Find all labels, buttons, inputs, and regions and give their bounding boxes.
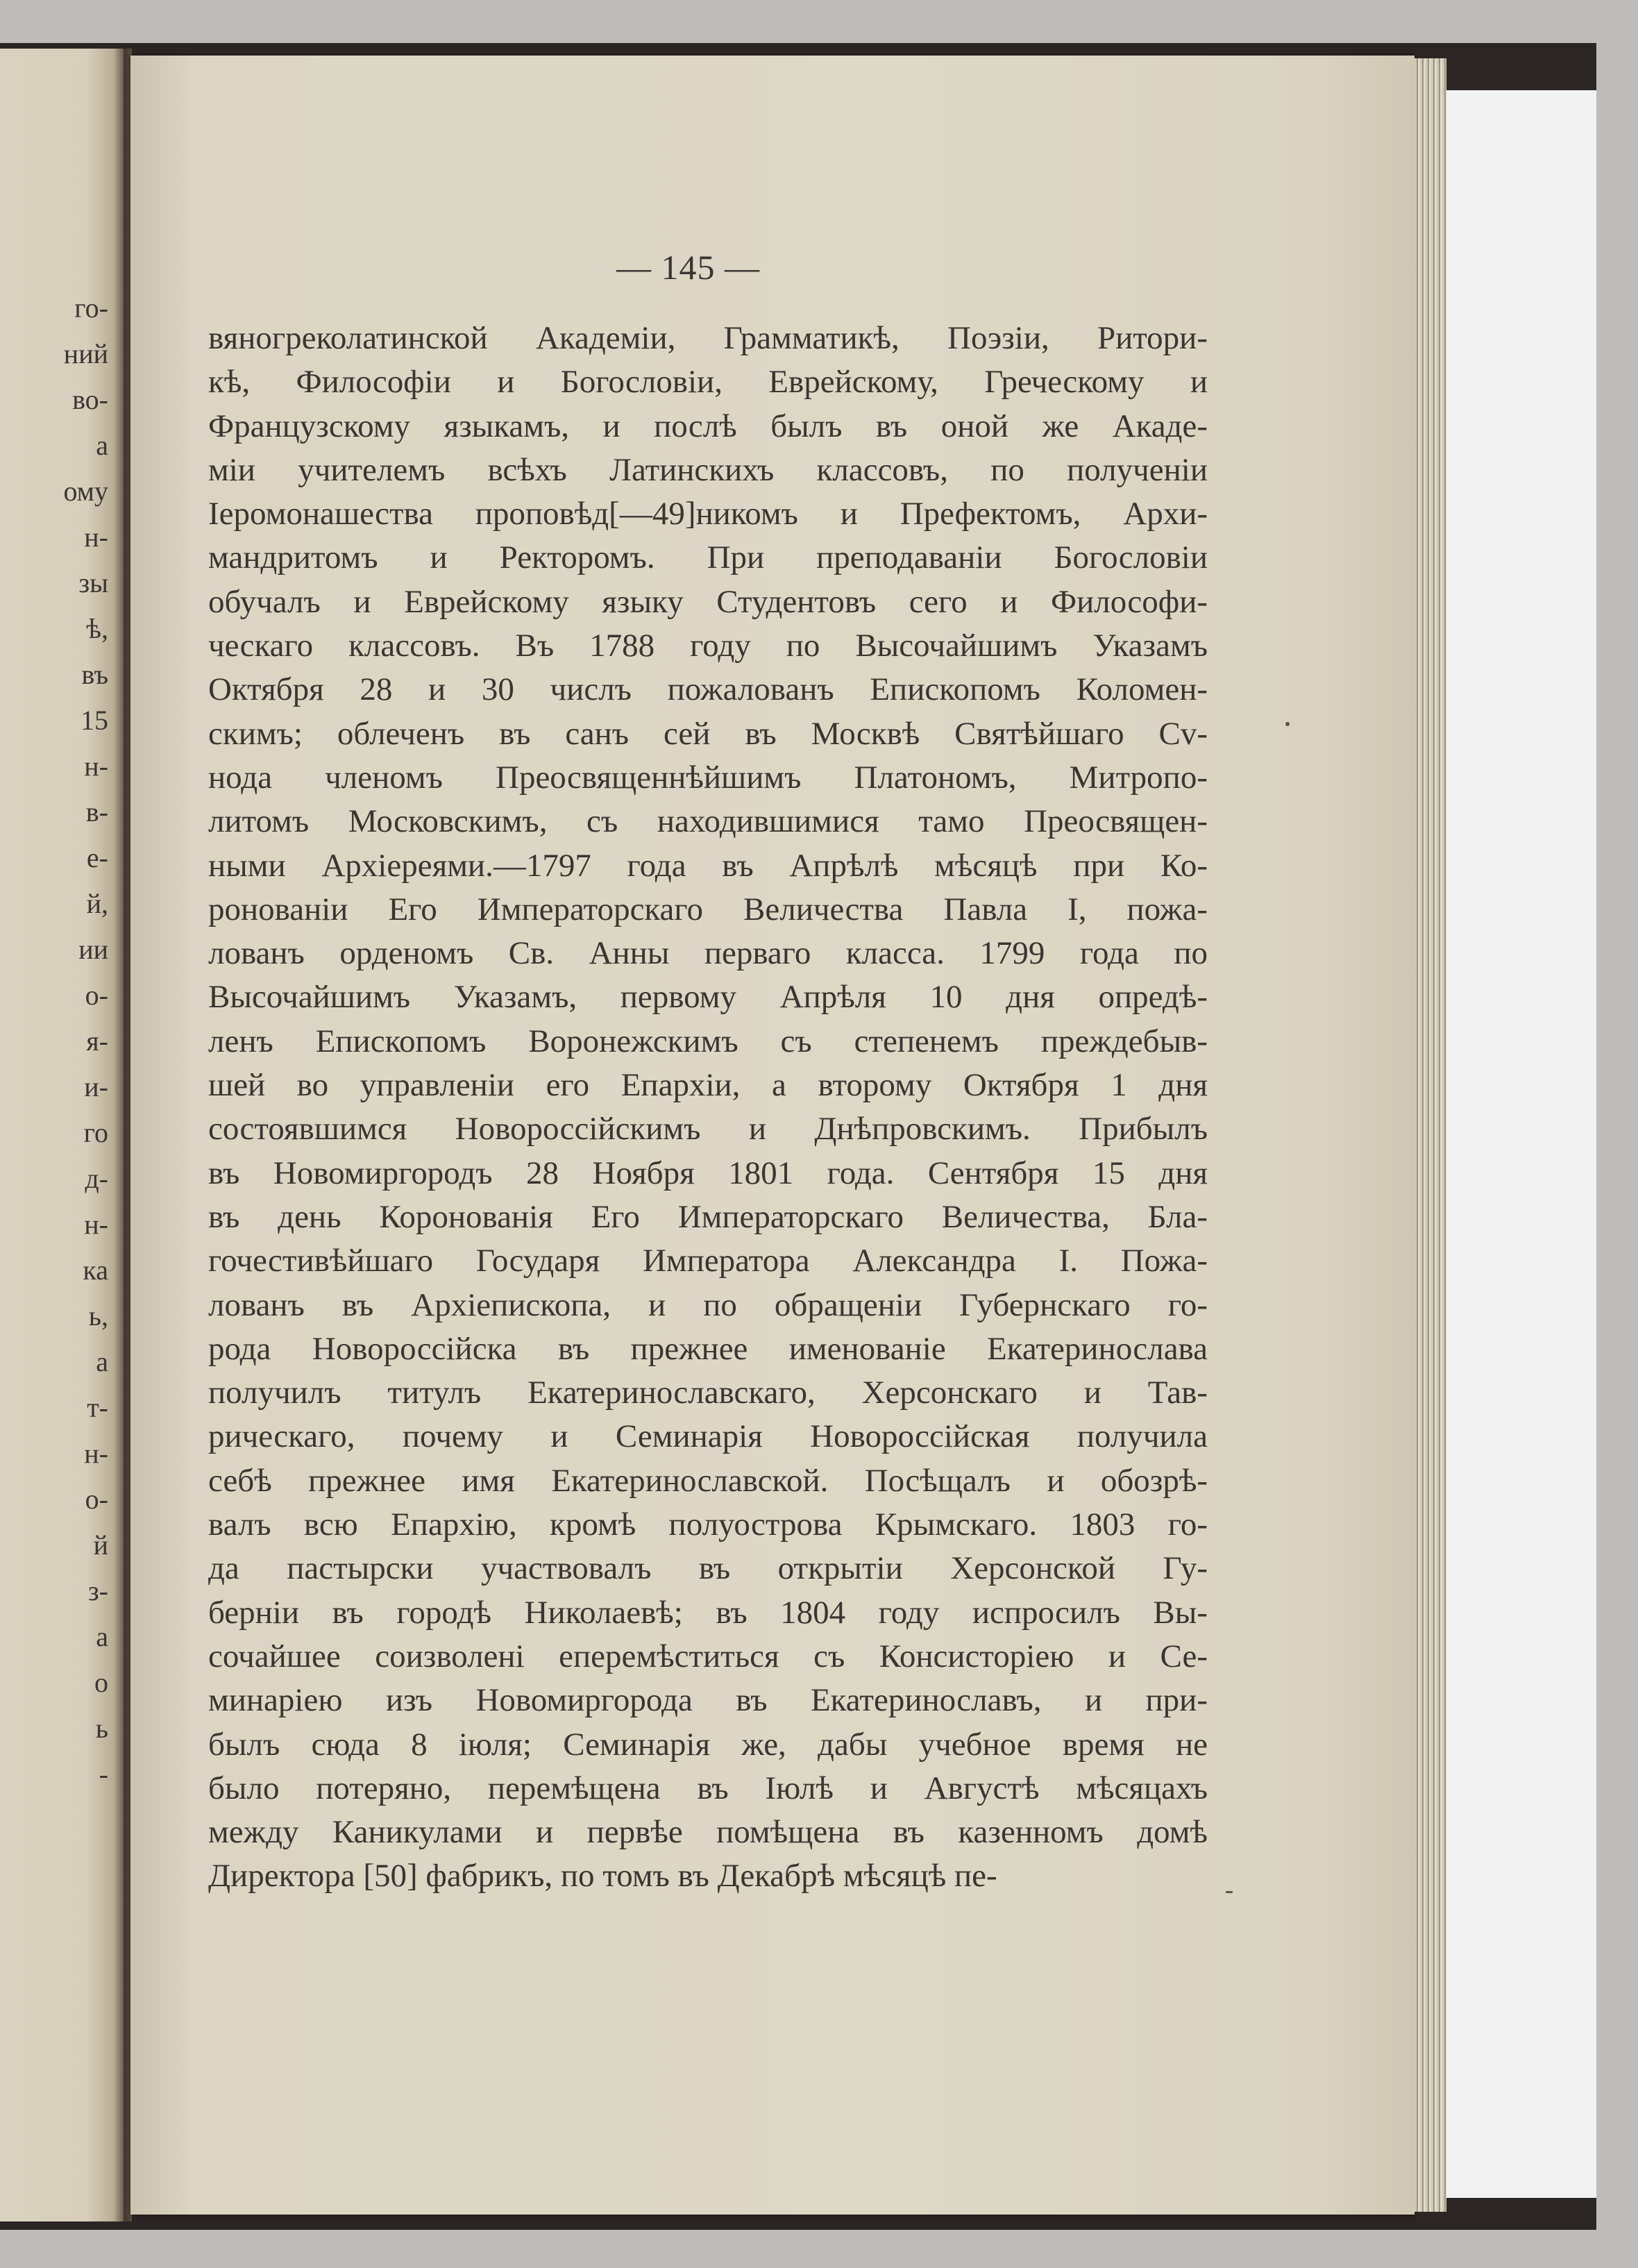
left-page-fragment: и- <box>84 1071 108 1102</box>
left-page-fragment: го <box>83 1117 108 1148</box>
text-line: рическаго, почему и Семинарія Новороссійская получила <box>208 1418 1208 1455</box>
left-page-fragment: ии <box>78 934 108 965</box>
left-page-fragment: ь, <box>88 1300 108 1332</box>
text-line: было потеряно, перемѣщена въ Іюлѣ и Августѣ мѣсяцахъ <box>208 1770 1208 1806</box>
text-line: себѣ прежнее имя Екатеринославской. Посѣщалъ и обозрѣ- <box>208 1462 1208 1499</box>
left-page-fragment: въ <box>81 659 108 690</box>
left-page-fragment: ка <box>83 1254 108 1286</box>
text-line: лованъ въ Архіепископа, и по обращеніи Губернскаго го- <box>208 1286 1208 1323</box>
text-line: минаріею изъ Новомиргорода въ Екатеринославъ, и при- <box>208 1682 1208 1719</box>
left-page-fragment: о- <box>85 1484 108 1515</box>
text-line: между Каникулами и первѣе помѣщена въ казенномъ домѣ <box>208 1814 1208 1851</box>
left-page-fragment: о <box>94 1667 108 1698</box>
left-page-fragment: й <box>93 1529 108 1561</box>
text-line: мандритомъ и Ректоромъ. При преподаваніи Богословіи <box>208 539 1208 576</box>
text-line: нода членомъ Преосвященнѣйшимъ Платономъ, Митропо- <box>208 759 1208 796</box>
left-page-fragment: а <box>96 430 108 461</box>
left-page-fragment: ний <box>63 338 108 369</box>
left-page-fragment: н- <box>84 1209 108 1240</box>
text-line: литомъ Московскимъ, съ находившимися тамо Преосвящен- <box>208 803 1208 840</box>
text-line: валъ всю Епархію, кромѣ полуострова Крымскаго. 1803 го- <box>208 1506 1208 1543</box>
text-line: берніи въ городѣ Николаевѣ; въ 1804 году испросилъ Вы- <box>208 1594 1208 1631</box>
left-page-fragment: ѣ, <box>86 613 108 644</box>
left-page-fragment: т- <box>87 1392 108 1423</box>
text-line: былъ сюда 8 іюля; Семинарія же, дабы учебное время не <box>208 1726 1208 1763</box>
text-line: шей во управленіи его Епархіи, а второму Октября 1 дня <box>208 1067 1208 1104</box>
left-page-fragment: - <box>99 1758 108 1790</box>
page-text <box>208 317 1208 1899</box>
paper-speck <box>1285 722 1290 726</box>
page-number: — 145 — <box>616 248 760 287</box>
scan-margin-strip <box>1446 90 1596 2198</box>
text-line: Іеромонашества проповѣд[—49]никомъ и Префектомъ, Архи- <box>208 496 1208 532</box>
left-page-fragment: го- <box>74 292 108 324</box>
text-line: Французскому языкамъ, и послѣ былъ въ оной же Акаде- <box>208 408 1208 444</box>
left-facing-page <box>0 49 124 2221</box>
page-edges <box>1415 58 1446 2212</box>
left-page-fragment: з- <box>87 1575 108 1606</box>
text-line: ронованіи Его Императорскаго Величества Павла I, пожа- <box>208 891 1208 927</box>
text-line: міи учителемъ всѣхъ Латинскихъ классовъ, по полученіи <box>208 451 1208 488</box>
text-line: состоявшимся Новороссійскимъ и Днѣпровскимъ. Прибылъ <box>208 1111 1208 1148</box>
left-page-fragment: а <box>96 1621 108 1652</box>
text-line: лованъ орденомъ Св. Анны перваго класса. 1799 года по <box>208 935 1208 972</box>
text-line: ленъ Епископомъ Воронежскимъ съ степенемъ преждебыв- <box>208 1023 1208 1059</box>
left-page-fragment: о- <box>85 980 108 1011</box>
left-page-fragment: е- <box>86 842 108 873</box>
text-line: въ Новомиргородъ 28 Ноября 1801 года. Сентября 15 дня <box>208 1154 1208 1191</box>
left-page-fragment: зы <box>78 567 108 598</box>
text-line: сочайшее соизволені еперемѣститься съ Консисторіею и Се- <box>208 1638 1208 1674</box>
left-page-fragment: д- <box>85 1163 108 1194</box>
left-page-fragment: а <box>96 1346 108 1377</box>
left-page-fragment: н- <box>84 521 108 553</box>
text-line: вяногреколатинской Академіи, Грамматикѣ, Поэзіи, Ритори- <box>208 320 1208 356</box>
text-line: ными Архіереями.—1797 года въ Апрѣлѣ мѣсяцѣ при Ко- <box>208 847 1208 884</box>
text-line: ческаго классовъ. Въ 1788 году по Высочайшимъ Указамъ <box>208 628 1208 664</box>
text-line: обучалъ и Еврейскому языку Студентовъ сего и Философи- <box>208 583 1208 620</box>
left-page-fragment: 15 <box>81 705 108 736</box>
text-line: Высочайшимъ Указамъ, первому Апрѣля 10 дня опредѣ- <box>208 979 1208 1016</box>
left-page-fragment: н- <box>84 1438 108 1469</box>
text-line: Октября 28 и 30 числъ пожалованъ Епископомъ Коломен- <box>208 671 1208 708</box>
left-page-fragment: ь <box>95 1713 108 1744</box>
text-line: получилъ титулъ Екатеринославскаго, Херсонскаго и Тав- <box>208 1375 1208 1411</box>
text-line: гочестивѣйшаго Государя Императора Александра I. Пожа- <box>208 1243 1208 1279</box>
text-line: Директора [50] фабрикъ, по томъ въ Декабрѣ мѣсяцѣ пе- <box>208 1858 997 1895</box>
text-line: въ день Коронованія Его Императорскаго Величества, Бла- <box>208 1198 1208 1235</box>
left-page-fragment: во- <box>72 384 108 415</box>
left-page-fragment: н- <box>84 750 108 782</box>
paper-speck <box>1226 1891 1233 1893</box>
left-page-fragment: й, <box>86 888 108 919</box>
left-page-fragment: в- <box>85 796 108 828</box>
text-line: кѣ, Философіи и Богословіи, Еврейскому, Греческому и <box>208 364 1208 401</box>
text-line: скимъ; облеченъ въ санъ сей въ Москвѣ Святѣйшаго Сv- <box>208 715 1208 752</box>
text-line: рода Новороссійска въ прежнее именованіе Екатеринослава <box>208 1330 1208 1367</box>
left-page-fragment: ому <box>63 476 108 507</box>
text-line: да пастырски участвовалъ въ открытіи Херсонской Гу- <box>208 1550 1208 1587</box>
left-page-fragment: я- <box>86 1025 108 1057</box>
